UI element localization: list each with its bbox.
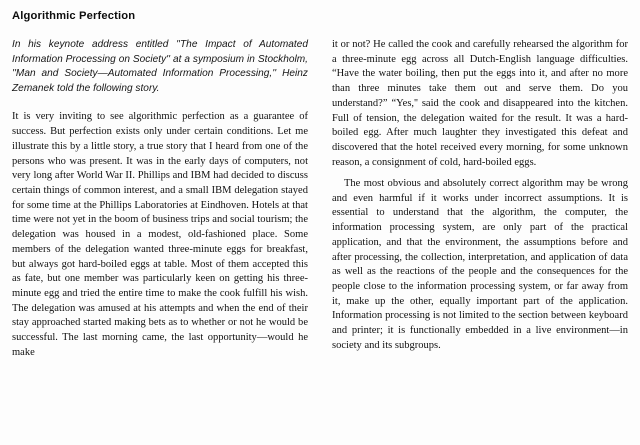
standfirst-paragraph: In his keynote address entitled ''The Impact of Automated Information Processing on Society'' at a symposium in Stockholm, ''Man and Society—Automated Information Processing,'' Heinz Zemanek told the following story. bbox=[12, 39, 308, 94]
body-paragraph: The most obvious and absolutely correct algorithm may be wrong and even harmful if it works under incorrect assumptions. It is essential to understand that the algorithm, the computer, the information processing system, are only part of the practical application, and that the environment, the assumptions before and after processing, the collection, interpretation, and application of data as well as the reactions of the people and the consequences for the people close to the information processing system, or far away from it, make up the other, equally important part of the application. Information processing is not limited to the section between keyboard and printer; it is functionally embedded in a live environment—in society and its subgroups. bbox=[332, 177, 628, 351]
column-left bbox=[12, 38, 308, 361]
page-title: Algorithmic Perfection bbox=[12, 10, 136, 22]
column-right bbox=[332, 38, 628, 354]
body-paragraph: It is very inviting to see algorithmic perfection as a guarantee of success. But perfection exists only under certain conditions. Let me illustrate this by a little story, a true story that I heard from one of the persons who was present. It was in the early days of computers, not very long after World War II. Phillips and IBM had decided to discuss certain things of common interest, and a small IBM delegation stayed for some time at the Phillips Laboratories at Eindhoven. Hotels at that time were not yet in the boom of business trips and social tourism; the delegation was housed in a modest, old-fashioned place. Some members of the delegation wanted three-minute eggs for breakfast, but always got hard-boiled eggs at table. Most of them accepted this as fate, but one member was particularly keen on getting his three-minute egg and tried the entire time to make the cook fulfill his wish. The delegation was amused at his attempts and when the end of their stay approached started making bets as to whether or not he would be successful. The last morning came, the last opportunity—would he make bbox=[12, 111, 308, 358]
two-column-layout bbox=[12, 38, 628, 361]
body-paragraph: it or not? He called the cook and carefully rehearsed the algorithm for a three-minute egg across all Dutch-English language difficulties. “Have the water boiling, then put the eggs into it, and after no more than three minutes take them out and serve them. Do you understand?” “Yes,'' said the cook and disappeared into the kitchen. Full of tension, the delegation waited for the result. It was a hard-boiled egg. After much laughter they investigated this defeat and discovered that the hotel received every morning, for some unknown reason, a consignment of cold, hard-boiled eggs. bbox=[332, 39, 628, 168]
